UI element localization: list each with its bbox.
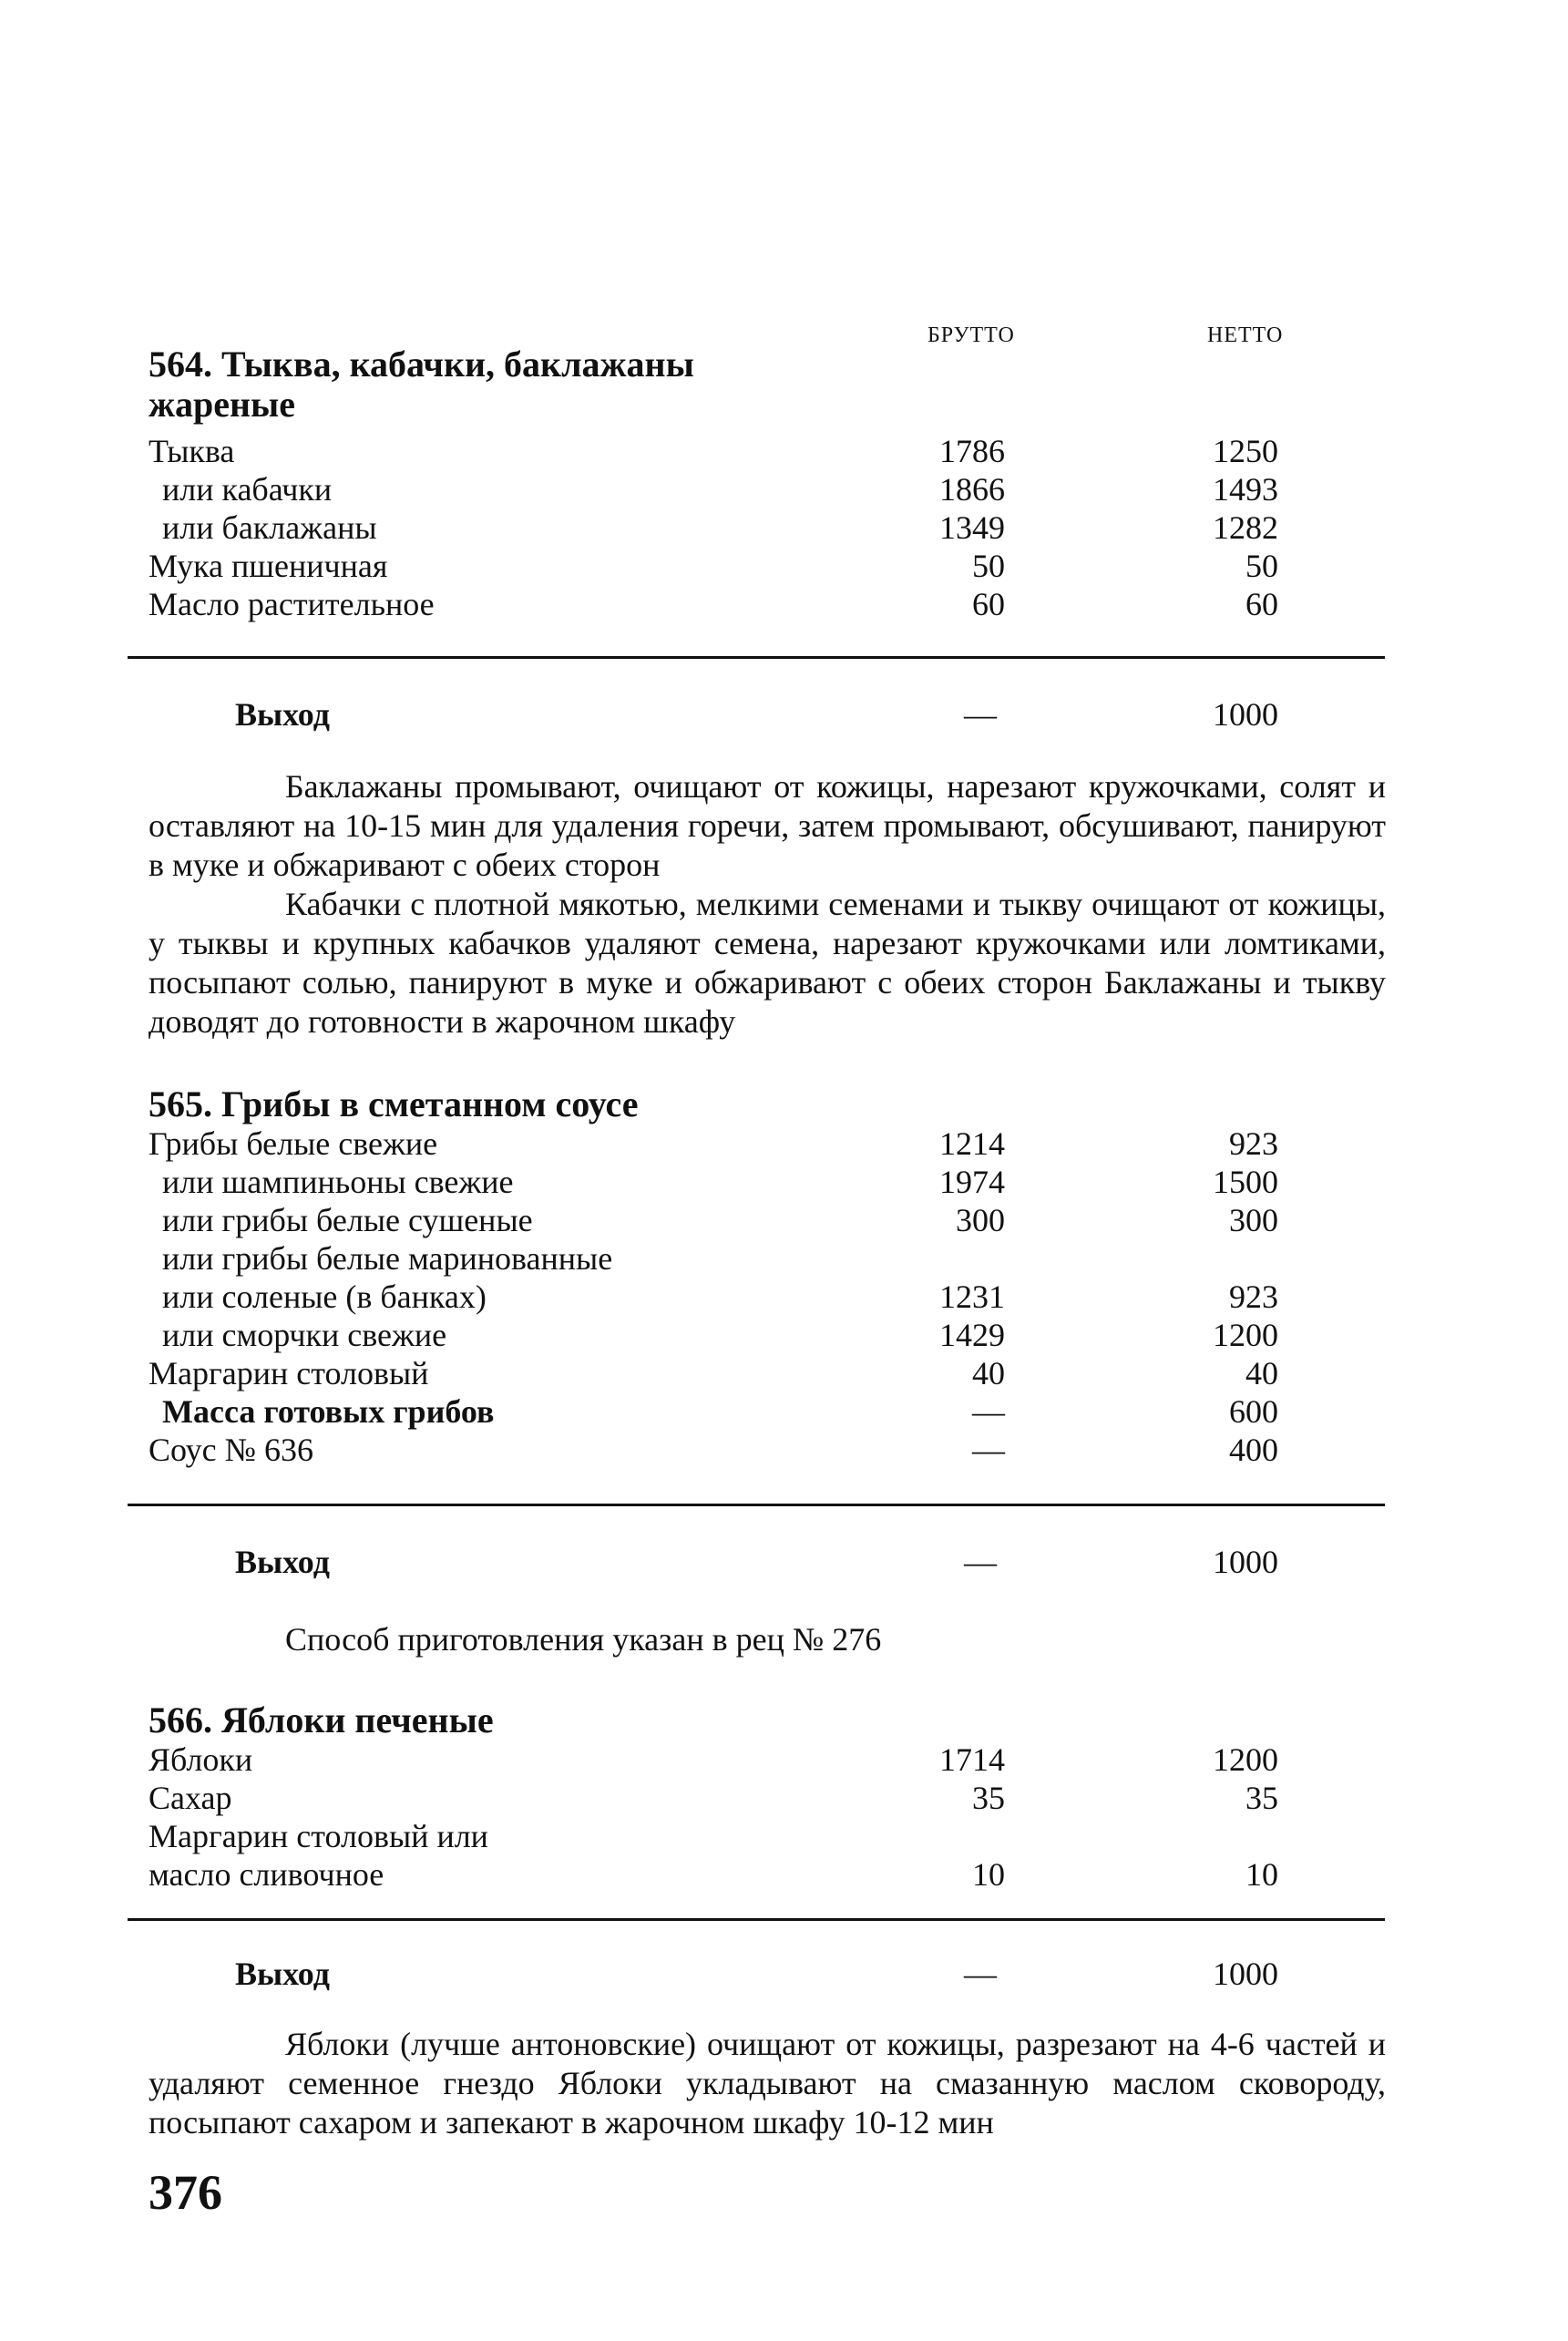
ingredient-name: или грибы белые сушеные	[162, 1202, 533, 1238]
netto-value: 40	[1245, 1355, 1278, 1391]
ingredient-row	[0, 1201, 1568, 1239]
ingredient-name: или кабачки	[162, 471, 333, 508]
brutto-value: 1349	[939, 509, 1005, 546]
netto-value: 1500	[1213, 1164, 1278, 1200]
recipe-564-method	[149, 767, 1386, 1042]
ingredient-name: или шампиньоны свежие	[162, 1164, 514, 1200]
recipe-565-title: 565. Грибы в сметанном соусе	[149, 1083, 639, 1124]
netto-value: 1000	[1213, 696, 1278, 733]
page-number: 376	[149, 2165, 222, 2220]
column-header-netto: НЕТТО	[1207, 323, 1284, 347]
ingredient-row	[0, 1431, 1568, 1469]
brutto-value: 300	[956, 1202, 1005, 1238]
method-paragraph: Баклажаны промывают, очищают от кожицы, нарезают кружочками, солят и оставляют на 10-15 мин для удаления горечи, затем промывают, обсушивают, панируют в муке и обжаривают с обеих сторон	[149, 768, 1386, 883]
yield-label: Выход	[235, 1544, 330, 1580]
ingredient-row	[0, 1817, 1568, 1855]
brutto-value: —	[964, 1956, 997, 1992]
ingredient-name: или грибы белые маринованные	[162, 1240, 613, 1277]
netto-value: 50	[1245, 548, 1278, 584]
ingredient-name: или сморчки свежие	[162, 1317, 447, 1353]
ingredient-name: Маргарин столовый или	[149, 1818, 488, 1854]
yield-label: Выход	[235, 696, 330, 733]
recipe-566-method	[149, 2025, 1386, 2142]
ingredient-row	[0, 432, 1568, 470]
ingredient-name: Яблоки	[149, 1741, 253, 1778]
netto-value: 1250	[1213, 433, 1278, 469]
netto-value: 1200	[1213, 1741, 1278, 1778]
netto-value: 923	[1229, 1125, 1278, 1162]
netto-value: 1000	[1213, 1544, 1278, 1580]
netto-value: 1282	[1213, 509, 1278, 546]
netto-value: 600	[1229, 1393, 1278, 1430]
method-paragraph: Способ приготовления указан в рец № 276	[285, 1621, 882, 1658]
ingredient-name: Масло растительное	[149, 586, 435, 622]
ingredient-name: масло сливочное	[149, 1856, 384, 1893]
yield-row	[0, 1542, 1568, 1582]
brutto-value: 50	[972, 548, 1005, 584]
column-header-brutto: БРУТТО	[927, 323, 1015, 347]
brutto-value: 1714	[939, 1741, 1005, 1778]
brutto-value: —	[972, 1393, 1005, 1430]
ingredient-name: Сахар	[149, 1780, 232, 1816]
ingredient-name: Тыква	[149, 433, 235, 469]
ingredient-row	[0, 1392, 1568, 1431]
ingredient-row	[0, 1239, 1568, 1278]
divider-rule	[128, 656, 1385, 659]
brutto-value: 1974	[939, 1164, 1005, 1200]
brutto-value: 1214	[939, 1125, 1005, 1162]
ingredient-name: Грибы белые свежие	[149, 1125, 438, 1162]
ingredient-row	[0, 585, 1568, 623]
divider-rule	[128, 1504, 1385, 1506]
netto-value: 10	[1245, 1856, 1278, 1893]
brutto-value: —	[964, 1544, 997, 1580]
ingredient-row	[0, 1740, 1568, 1779]
brutto-value: 40	[972, 1355, 1005, 1391]
brutto-value: 1231	[939, 1278, 1005, 1315]
recipe-565-method	[149, 1620, 1386, 1659]
brutto-value: 35	[972, 1780, 1005, 1816]
divider-rule	[128, 1918, 1385, 1921]
ingredient-row	[0, 1163, 1568, 1201]
ingredient-row	[0, 1855, 1568, 1894]
ingredient-name: Масса готовых грибов	[162, 1393, 495, 1430]
brutto-value: 60	[972, 586, 1005, 622]
brutto-value: —	[972, 1432, 1005, 1468]
netto-value: 1493	[1213, 471, 1278, 508]
ingredient-row	[0, 1124, 1568, 1163]
ingredient-name: Мука пшеничная	[149, 548, 388, 584]
yield-label: Выход	[235, 1956, 330, 1992]
brutto-value: 1866	[939, 471, 1005, 508]
ingredient-row	[0, 1779, 1568, 1817]
ingredient-row	[0, 508, 1568, 547]
ingredient-row	[0, 470, 1568, 508]
brutto-value: —	[964, 696, 997, 733]
method-paragraph: Яблоки (лучше антоновские) очищают от кожицы, разрезают на 4-6 частей и удаляют семенное гнездо Яблоки укладывают на смазанную маслом сковороду, посыпают сахаром и запекают в жарочном шкафу 10-12 мин	[149, 2026, 1386, 2141]
netto-value: 1000	[1213, 1956, 1278, 1992]
method-paragraph: Кабачки с плотной мякотью, мелкими семенами и тыкву очищают от кожицы, у тыквы и крупных кабачков удаляют семена, нарезают кружочками или ломтиками, посыпают солью, панируют в муке и обжаривают с обеих сторон Баклажаны и тыкву доводят до готовности в жарочном шкафу	[149, 886, 1386, 1040]
netto-value: 60	[1245, 586, 1278, 622]
brutto-value: 1786	[939, 433, 1005, 469]
ingredient-name: или соленые (в банках)	[162, 1278, 487, 1315]
recipe-564-title: 564. Тыква, кабачки, баклажаны жареные	[149, 344, 694, 425]
brutto-value: 1429	[939, 1317, 1005, 1353]
netto-value: 300	[1229, 1202, 1278, 1238]
yield-row	[0, 1954, 1568, 1994]
yield-row	[0, 694, 1568, 734]
brutto-value: 10	[972, 1856, 1005, 1893]
ingredient-name: или баклажаны	[162, 509, 377, 546]
netto-value: 400	[1229, 1432, 1278, 1468]
ingredient-row	[0, 547, 1568, 585]
ingredient-row	[0, 1316, 1568, 1354]
netto-value: 923	[1229, 1278, 1278, 1315]
ingredient-name: Соус № 636	[149, 1432, 313, 1468]
netto-value: 35	[1245, 1780, 1278, 1816]
recipe-566-title: 566. Яблоки печеные	[149, 1699, 494, 1740]
ingredient-row	[0, 1278, 1568, 1316]
ingredient-name: Маргарин столовый	[149, 1355, 429, 1391]
ingredient-row	[0, 1354, 1568, 1392]
netto-value: 1200	[1213, 1317, 1278, 1353]
